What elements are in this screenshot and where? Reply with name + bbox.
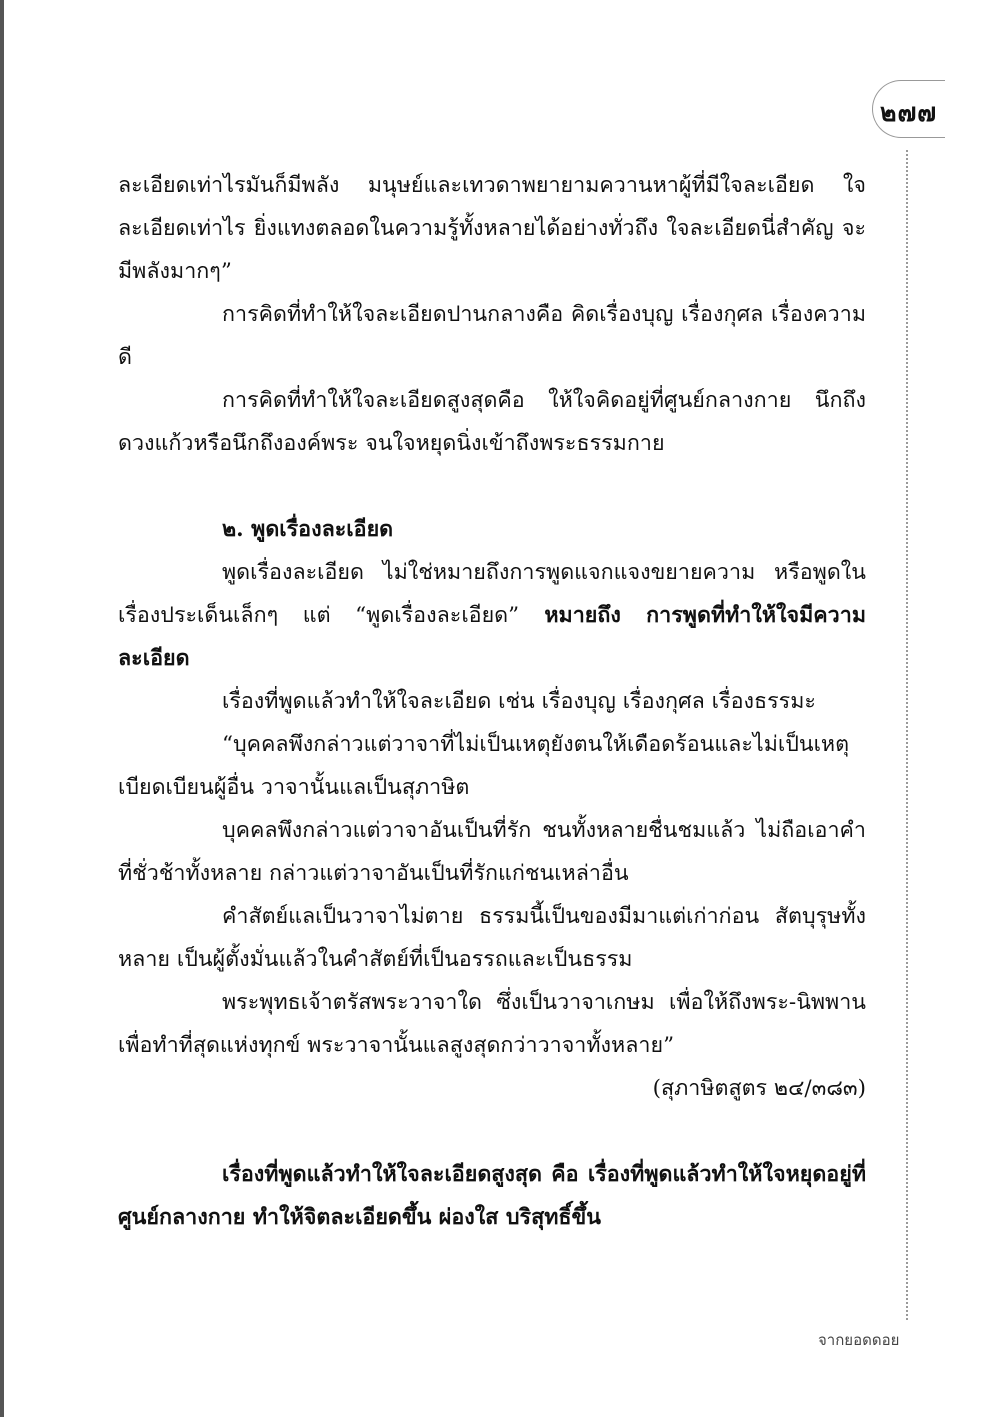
quote-paragraph: พระพุทธเจ้าตรัสพระวาจาใด ซึ่งเป็นวาจาเกษม เพื่อให้ถึงพระ-นิพพาน เพื่อทำที่สุดแห่งทุกข์ พระวาจานั้นแลสูงสุดกว่าวาจาทั้งหลาย” [118,990,866,1058]
paragraph: การคิดที่ทำให้ใจละเอียดสูงสุดคือ ให้ใจคิดอยู่ที่ศูนย์กลางกาย นึกถึงดวงแก้วหรือนึกถึงองค์พระ จนใจหยุดนิ่งเข้าถึงพระธรรมกาย [118,388,866,456]
spacer [118,465,866,508]
conclusion-paragraph: เรื่องที่พูดแล้วทำให้ใจละเอียดสูงสุด คือ เรื่องที่พูดแล้วทำให้ใจหยุดอยู่ที่ศูนย์กลางกาย ทำให้จิตละเอียดขึ้น ผ่องใส บริสุทธิ์ขึ้น [118,1162,866,1230]
paragraph: ละเอียดเท่าไรมันก็มีพลัง มนุษย์และเทวดาพยายามควานหาผู้ที่มีใจละเอียด ใจละเอียดเท่าไร ยิ่งแทงตลอดในความรู้ทั้งหลายได้อย่างทั่วถึง ใจละเอียดนี่สำคัญ จะมีพลังมากๆ” [118,173,866,284]
paragraph [118,551,866,680]
spacer [118,1110,866,1153]
dotted-margin-rule [906,150,908,1320]
book-title-footer: จากยอดดอย [818,1331,900,1349]
citation: (สุภาษิตสูตร ๒๔/๓๘๓) [652,1076,866,1101]
paragraph-bold-text: หมายถึง การพูดที่ทำให้ใจมีความละเอียด [118,603,866,671]
page-body [118,164,866,1239]
quote-paragraph: “บุคคลพึงกล่าวแต่วาจาที่ไม่เป็นเหตุยังตนให้เดือดร้อนและไม่เป็นเหตุเบียดเบียนผู้อื่น วาจานั้นแลเป็นสุภาษิต [118,732,850,800]
paragraph: การคิดที่ทำให้ใจละเอียดปานกลางคือ คิดเรื่องบุญ เรื่องกุศล เรื่องความดี [118,302,866,370]
left-page-border [0,0,4,1417]
quote-paragraph: บุคคลพึงกล่าวแต่วาจาอันเป็นที่รัก ชนทั้งหลายชื่นชมแล้ว ไม่ถือเอาคำที่ชั่วช้าทั้งหลาย กล่าวแต่วาจาอันเป็นที่รักแก่ชนเหล่าอื่น [118,818,866,886]
section-heading: ๒. พูดเรื่องละเอียด [222,517,394,542]
page-number: ๒๗๗ [880,98,938,127]
paragraph: เรื่องที่พูดแล้วทำให้ใจละเอียด เช่น เรื่องบุญ เรื่องกุศล เรื่องธรรมะ [222,689,816,714]
paragraph-text: พูดเรื่องละเอียด ไม่ใช่หมายถึงการพูดแจกแจงขยายความ หรือพูดในเรื่องประเด็นเล็กๆ แต่ “พูดเรื่องละเอียด” [118,560,866,628]
quote-paragraph: คำสัตย์แลเป็นวาจาไม่ตาย ธรรมนี้เป็นของมีมาแต่เก่าก่อน สัตบุรุษทั้งหลาย เป็นผู้ตั้งมั่นแล้วในคำสัตย์ที่เป็นอรรถและเป็นธรรม [118,904,866,972]
